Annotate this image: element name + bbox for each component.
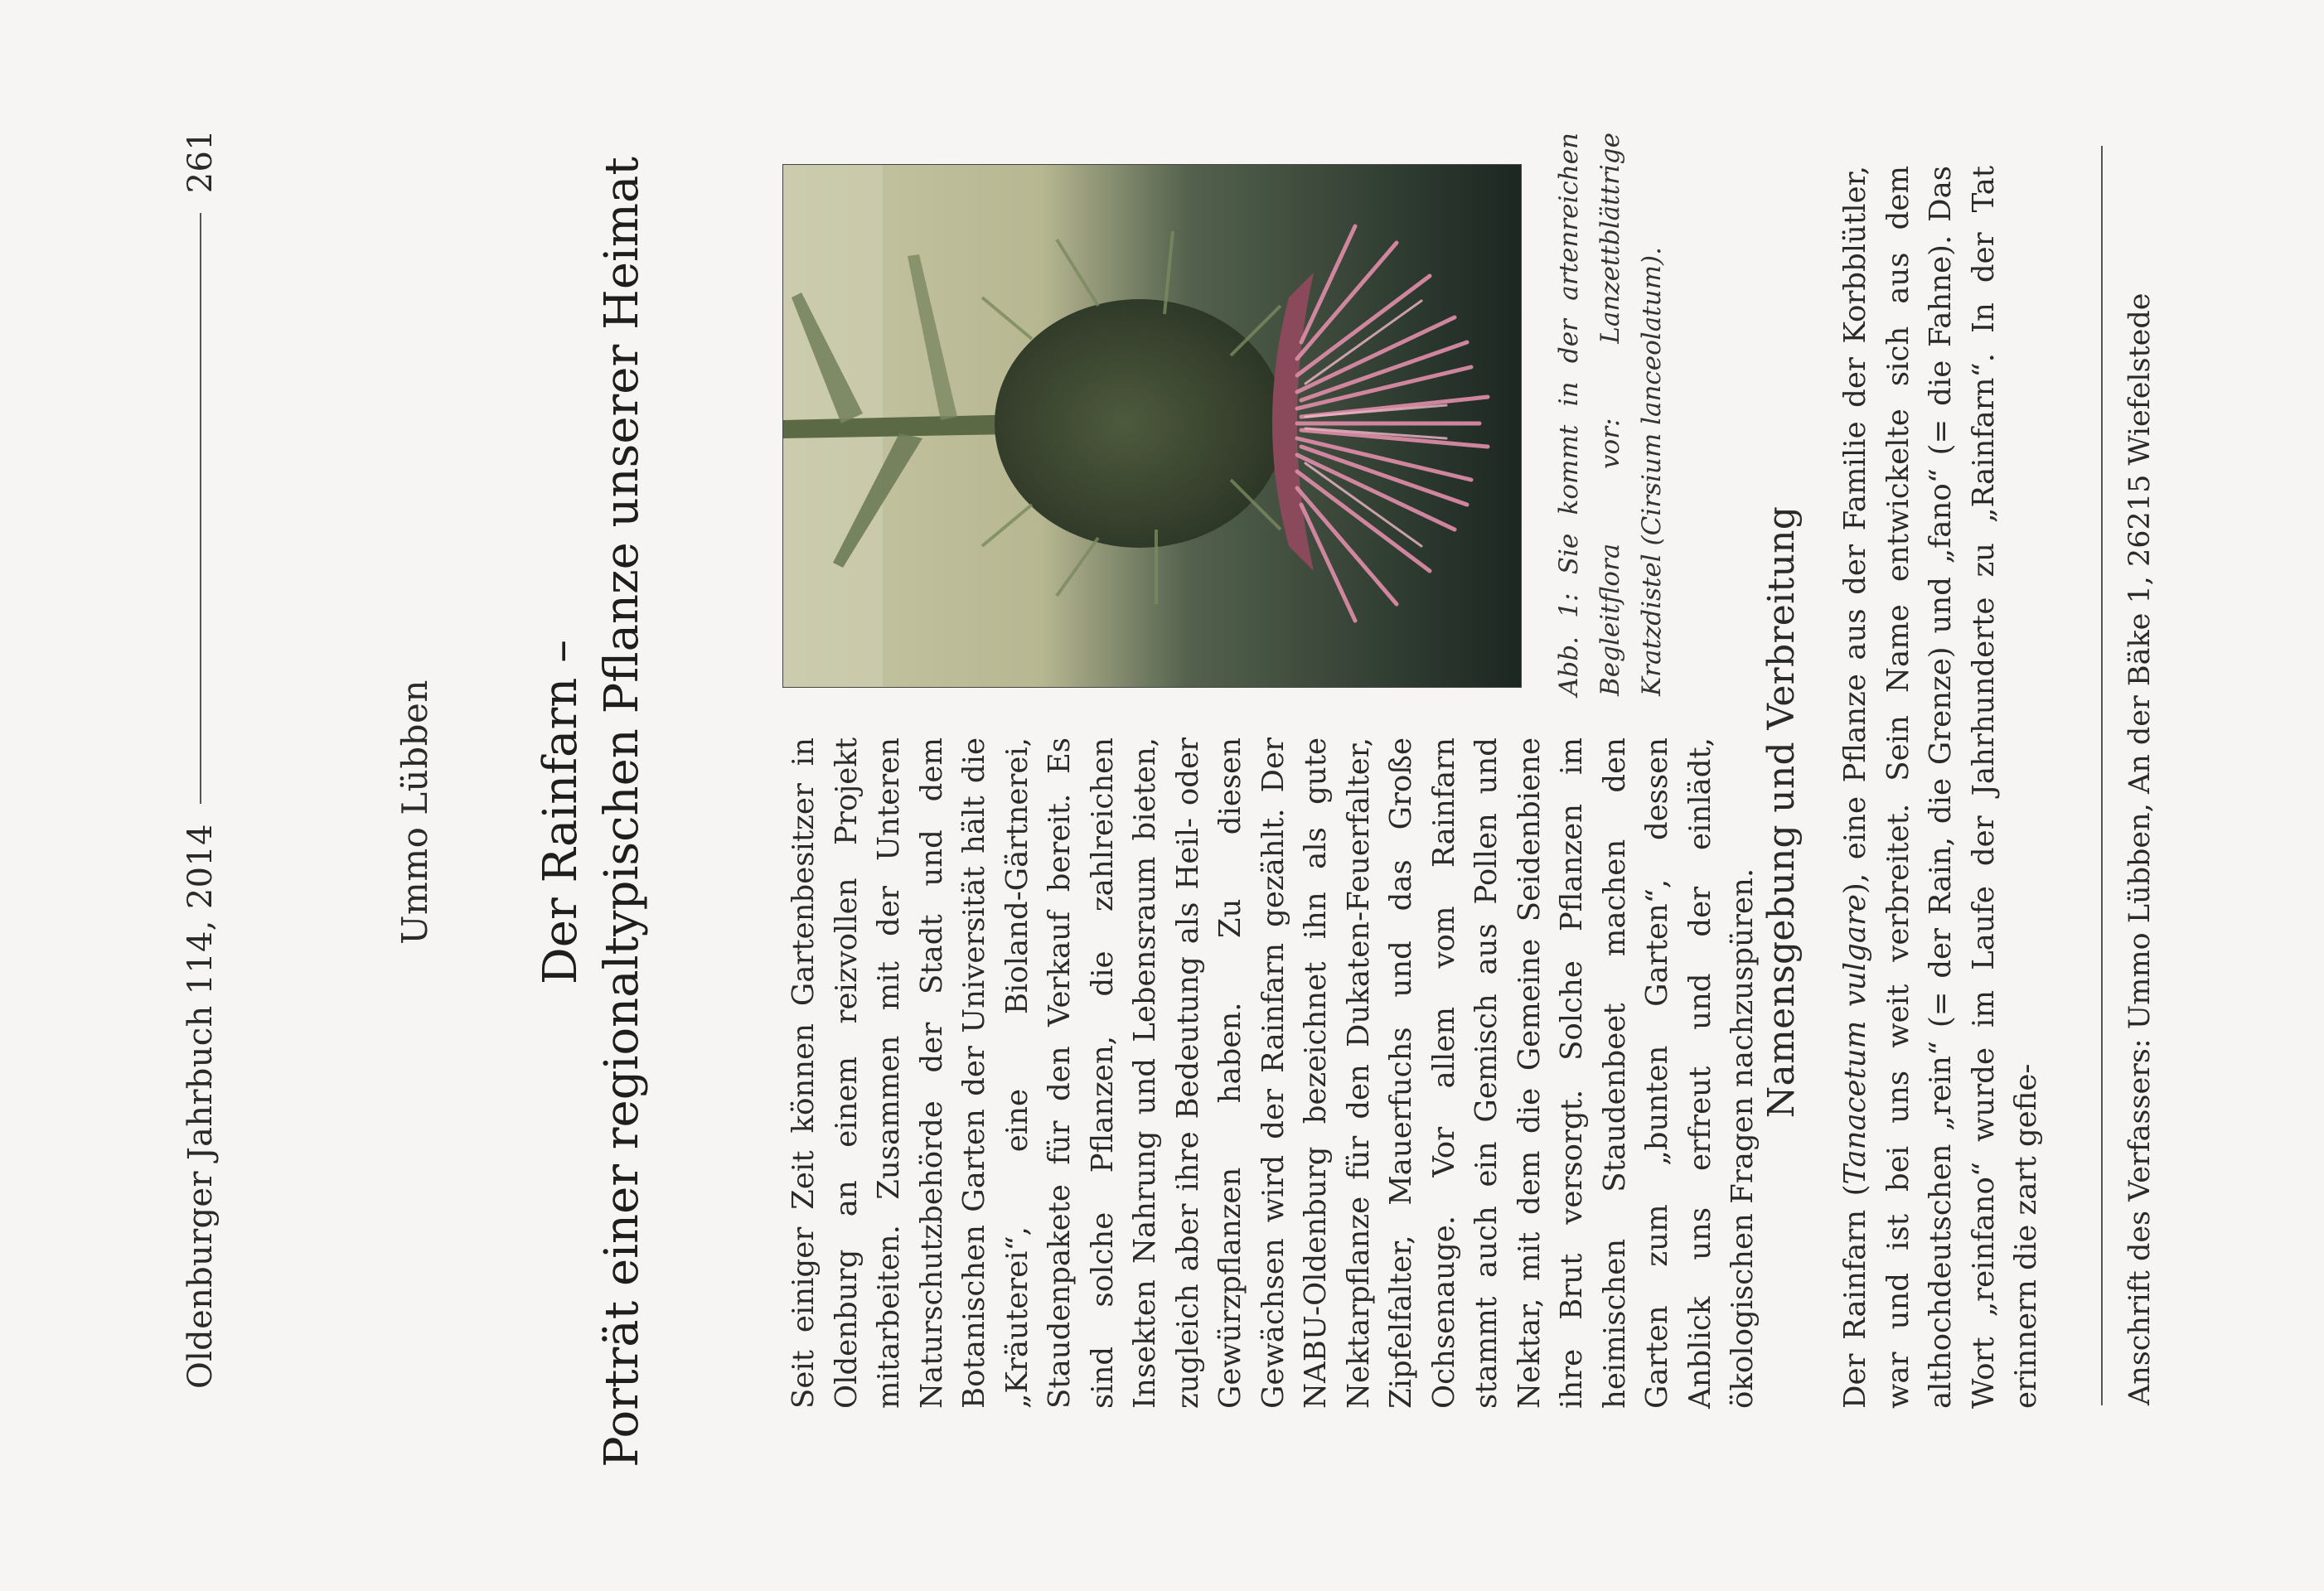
author-address: Anschrift des Verfassers: Ummo Lübben, An der Bäke 1, 26215 Wiefelstede: [2123, 293, 2157, 1405]
section-heading: Namensgebung und Verbreitung: [1760, 505, 1803, 1119]
page-number: 261: [182, 129, 220, 194]
section-text-rest: ), eine Pflanze aus der Familie der Korbblütler, war und ist bei uns weit verbreitet. Sein Name entwickelte sich aus dem althochdeutschen „rein“ (= der Rain, die Grenze) und „fano“ (= die Fahne). Das Wort „reinfano“ wurde im Laufe der Jahrhunderte zu „Rainfarn“. In der Tat erinnern die zart gefie-: [1838, 166, 2043, 1409]
section-paragraph: [1834, 166, 2048, 1409]
intro-paragraph: Seit einiger Zeit können Gartenbesitzer in Oldenburg an einem reizvollen Projekt mitarbeiten. Zusammen mit der Unteren Naturschutzbehörde der Stadt und dem Botanischen Garten der Universität hält die „Kräuterei“, eine Bioland-Gärtnerei, Staudenpakete für den Verkauf bereit. Es sind solche Pflanzen, die zahlreichen Insekten Nahrung und Lebensraum bieten, zugleich aber ihre Bedeutung als Heil- oder Gewürzpflanzen haben. Zu diesen Gewächsen wird der Rainfarn gezählt. Der NABU-Oldenburg bezeichnet ihn als gute Nektarpflanze für den Dukaten-Feuerfalter, Zipfelfalter, Mauerfuchs und das Große Ochsenauge. Vor allem vom Rainfarn stammt auch ein Gemisch aus Pollen und Nektar, mit dem die Gemeine Seidenbiene ihre Brut versorgt. Solche Pflanzen im heimischen Staudenbeet machen den Garten zum „bunten Garten“, dessen Anblick uns erfreut und der einlädt, ökologischen Fragen nachzuspüren.: [787, 737, 1760, 1409]
figure-caption: Abb. 1: Sie kommt in der artenreichen Begleitflora vor: Lanzettblättrige Kratzdistel (Cirsium lanceolatum).: [1554, 133, 1667, 696]
running-head: [176, 129, 225, 1389]
title-line-2: Porträt einer regionaltypischen Pflanze unserer Heimat: [595, 157, 649, 1468]
article-title: [530, 33, 653, 1591]
title-line-1: Der Rainfarn –: [534, 639, 588, 985]
section-text-start: Der Rainfarn (: [1838, 1184, 1872, 1409]
author-name: Ummo Lübben: [395, 679, 435, 945]
header-rule: [200, 213, 201, 804]
species-name: Tanacetum vulgare: [1838, 893, 1872, 1185]
thistle-illustration: [783, 165, 1521, 687]
footnote-rule: [2101, 146, 2103, 1405]
thistle-photo: [782, 164, 1522, 688]
journal-title: Oldenburger Jahrbuch 114, 2014: [182, 824, 220, 1389]
